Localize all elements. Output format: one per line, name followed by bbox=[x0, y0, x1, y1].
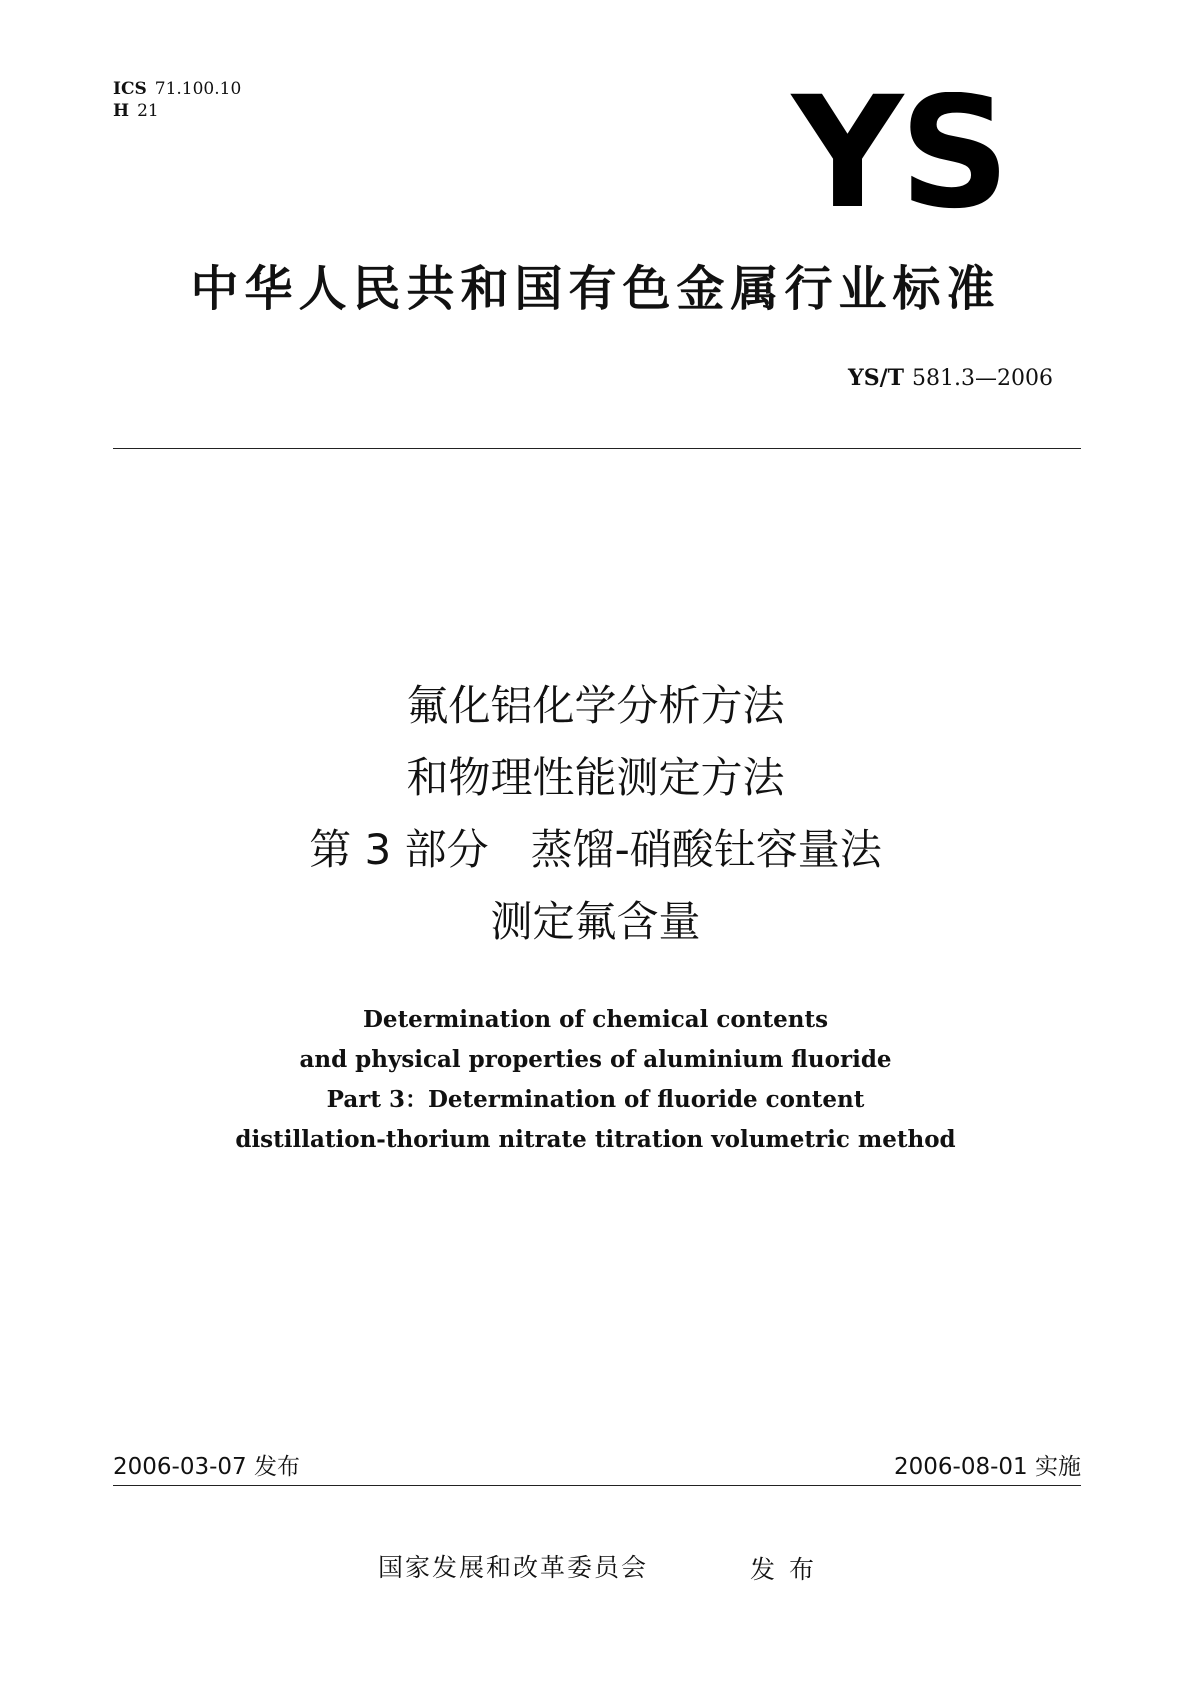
ys-logo bbox=[782, 92, 1017, 210]
english-title-line: Determination of chemical contents bbox=[362, 1006, 829, 1033]
chinese-title-line: 测定氟含量 bbox=[490, 897, 701, 946]
bottom-divider bbox=[113, 1485, 1081, 1486]
issuing-authority-title: 中华人民共和国有色金属行业标准 bbox=[190, 261, 1001, 317]
top-divider bbox=[113, 448, 1081, 449]
ccs-value: 21 bbox=[137, 101, 159, 121]
chinese-title bbox=[0, 670, 1191, 958]
ccs-label: H bbox=[113, 101, 130, 121]
english-title-line: Part 3：Determination of fluoride content bbox=[326, 1086, 865, 1113]
ccs-code bbox=[113, 100, 241, 122]
standard-prefix: YS/T bbox=[848, 365, 905, 391]
english-title bbox=[0, 1000, 1191, 1160]
ys-logo-text: YS bbox=[791, 92, 1007, 210]
standard-code: 581.3—2006 bbox=[912, 366, 1053, 391]
english-title-line: distillation-thorium nitrate titration volumetric method bbox=[235, 1126, 956, 1153]
ics-label: ICS bbox=[113, 79, 147, 99]
chinese-title-line: 第 3 部分 蒸馏-硝酸钍容量法 bbox=[309, 825, 882, 874]
standard-number bbox=[848, 365, 1053, 391]
implementation-date: 2006-08-01 实施 bbox=[894, 1454, 1081, 1480]
ics-value: 71.100.10 bbox=[154, 79, 242, 99]
chinese-title-line: 氟化铝化学分析方法 bbox=[406, 681, 785, 730]
classification-codes bbox=[113, 78, 241, 122]
issue-date: 2006-03-07 发布 bbox=[113, 1454, 300, 1480]
publisher-name: 国家发展和改革委员会 bbox=[378, 1553, 649, 1582]
publish-label: 发布 bbox=[750, 1555, 829, 1584]
ics-code bbox=[113, 78, 241, 100]
english-title-line: and physical properties of aluminium fluoride bbox=[299, 1046, 892, 1073]
chinese-title-line: 和物理性能测定方法 bbox=[406, 753, 785, 802]
